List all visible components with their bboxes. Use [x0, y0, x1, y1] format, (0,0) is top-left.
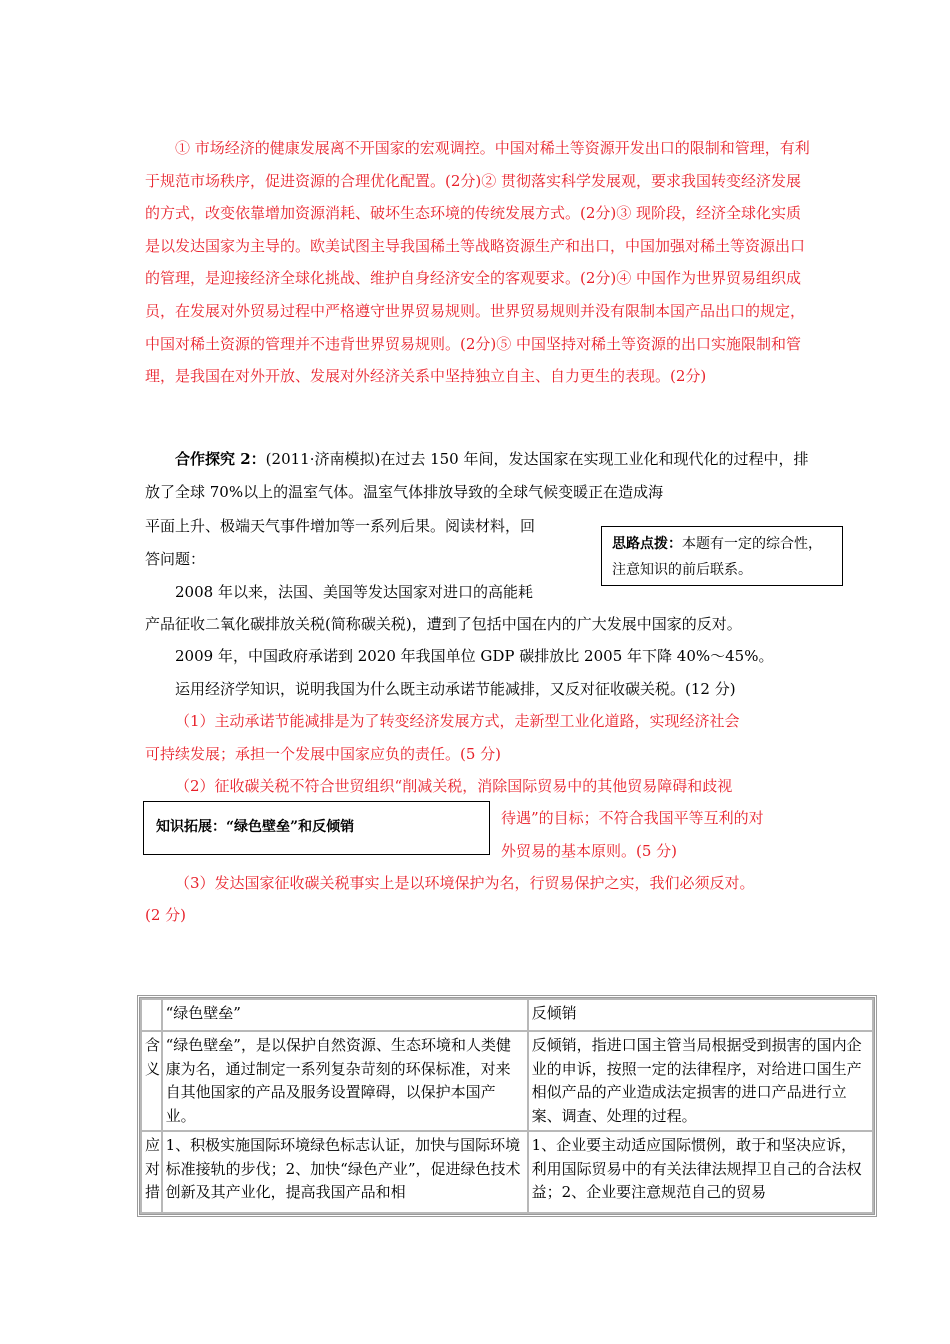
explore-2-line-3: 平面上升、极端天气事件增加等一系列后果。阅读材料，回: [145, 517, 536, 535]
answer-1-paragraph: ① 市场经济的健康发展离不开国家的宏观调控。中国对稀土等资源开发出口的限制和管理，有利于规范市场秩序，促进资源的合理优化配置。(2分)② 贯彻落实科学发展观，要求我国转变经济发展的方式，改变依靠增加资源消耗、破坏生态环境的传统发展方式。(2分)③ 现阶段，经济全球化实质是以发达国家为主导的。欧美试图主导我国稀土等战略资源生产和出口，中国加强对稀土等资源出口的管理，是迎接经济全球化挑战、维护自身经济安全的客观要求。(2分)④ 中国作为世界贸易组织成员，在发展对外贸易过程中严格遵守世界贸易规则。世界贸易规则并没有限制本国产品出口的规定，中国对稀土资源的管理并不违背世界贸易规则。(2分)⑤ 中国坚持对稀土等资源的出口实施限制和管理，是我国在对外开放、发展对外经济关系中坚持独立自主、自力更生的表现。(2分): [145, 139, 810, 386]
material-line-1: 2008 年以来，法国、美国等发达国家对进口的高能耗: [175, 583, 533, 601]
answer-2-part-3-line-1: （3）发达国家征收碳关税事实上是以环境保护为名，行贸易保护之实，我们必须反对。: [175, 874, 755, 892]
explore-2-intro: [145, 443, 810, 508]
question-text: 运用经济学知识，说明我国为什么既主动承诺节能减排，又反对征收碳关税。(12 分): [175, 680, 736, 698]
explore-2-heading: 合作探究 2：: [175, 450, 266, 468]
knowledge-box: [143, 801, 490, 855]
answer-2-part-2-line-2: 待遇”的目标；不符合我国平等互利的对: [501, 809, 764, 827]
answer-2-part-2-line-3: 外贸易的基本原则。(5 分): [501, 842, 678, 860]
hint-label: 思路点拨：: [612, 536, 682, 552]
table-header-row: [141, 999, 873, 1031]
table-header-cell: “绿色壁垒”: [162, 999, 528, 1031]
answer-2-part-1-line-2: 可持续发展；承担一个发展中国家应负的责任。(5 分): [145, 745, 502, 763]
table-header-cell: 反倾销: [528, 999, 873, 1031]
comparison-table: [140, 998, 874, 1214]
hint-box: [601, 526, 843, 586]
table-row-label: 含义: [141, 1031, 162, 1131]
table-cell: 1、积极实施国际环境绿色标志认证，加快与国际环境标准接轨的步伐；2、加快“绿色产业”，促进绿色技术创新及其产业化，提高我国产品和相: [162, 1131, 528, 1213]
explore-2-line-4: 答问题：: [145, 550, 206, 568]
knowledge-title: 知识拓展：“绿色壁垒”和反倾销: [156, 819, 355, 835]
answer-2-part-2-line-1: （2）征收碳关税不符合世贸组织“削减关税，消除国际贸易中的其他贸易障碍和歧视: [175, 777, 733, 795]
explore-2-intro-text: (2011·济南模拟)在过去 150 年间，发达国家在实现工业化和现代化的过程中，排放了全球 70%以上的温室气体。温室气体排放导致的全球气候变暖正在造成海: [145, 450, 809, 501]
material-line-3: 2009 年，中国政府承诺到 2020 年我国单位 GDP 碳排放比 2005 年下降 40%～45%。: [175, 647, 774, 665]
table-row: [141, 1031, 873, 1131]
table-row: [141, 1131, 873, 1213]
answer-2-part-3-line-2: (2 分): [145, 906, 187, 924]
answer-2-part-1-line-1: （1）主动承诺节能减排是为了转变经济发展方式，走新型工业化道路，实现经济社会: [175, 712, 740, 730]
table-cell: 反倾销，指进口国主管当局根据受到损害的国内企业的申诉，按照一定的法律程序，对给进口国生产相似产品的产业造成法定损害的进口产品进行立案、调查、处理的过程。: [528, 1031, 873, 1131]
table-row-label: 应对措: [141, 1131, 162, 1213]
table-header-cell: [141, 999, 162, 1031]
table-cell: “绿色壁垒”，是以保护自然资源、生态环境和人类健康为名，通过制定一系列复杂苛刻的环保标准，对来自其他国家的产品及服务设置障碍，以保护本国产业。: [162, 1031, 528, 1131]
hint-text: 本题有一定的综合性，注意知识的前后联系。: [612, 536, 822, 578]
material-line-2: 产品征收二氧化碳排放关税(简称碳关税)，遭到了包括中国在内的广大发展中国家的反对。: [145, 615, 742, 633]
table-cell: 1、企业要主动适应国际惯例，敢于和坚决应诉，利用国际贸易中的有关法律法规捍卫自己的合法权益；2、企业要注意规范自己的贸易: [528, 1131, 873, 1213]
